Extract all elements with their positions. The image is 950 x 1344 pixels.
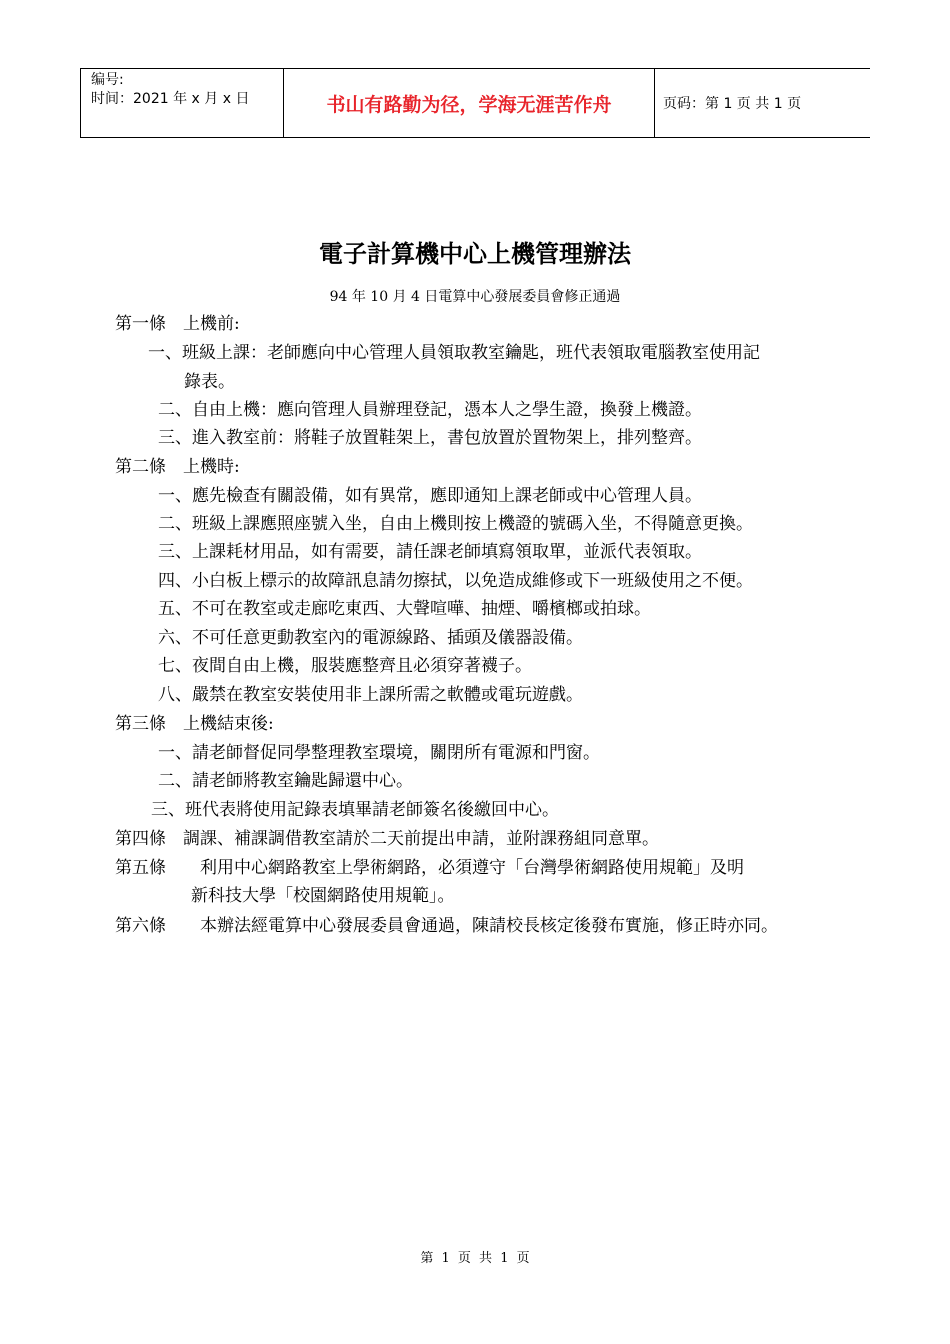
page-footer: 第 1 页 共 1 页 [420, 1251, 530, 1266]
header-table [80, 68, 870, 138]
article-2-item-6: 六、不可任意更動教室內的電源線路、插頭及儀器設備。 [158, 628, 583, 648]
article-2-item-5: 五、不可在教室或走廊吃東西、大聲喧嘩、抽煙、嚼檳榔或拍球。 [158, 599, 651, 619]
header-info-cell [80, 69, 283, 137]
document-subtitle: 94 年 10 月 4 日電算中心發展委員會修正通過 [329, 289, 621, 305]
article-2-heading: 第二條 上機時: [115, 457, 240, 477]
page-info-cell [655, 69, 870, 137]
document-title: 電子計算機中心上機管理辦法 [319, 239, 631, 268]
article-3-item-2: 二、請老師將教室鑰匙歸還中心。 [158, 771, 413, 791]
article-5-cont: 新科技大學「校園網路使用規範」。 [191, 886, 455, 906]
article-2-item-8: 八、嚴禁在教室安裝使用非上課所需之軟體或電玩遊戲。 [158, 685, 583, 705]
article-3-item-1: 一、請老師督促同學整理教室環境，關閉所有電源和門窗。 [158, 743, 600, 763]
article-3-heading: 第三條 上機結束後: [115, 714, 274, 734]
motto-text: 书山有路勤为径，学海无涯苦作舟 [326, 93, 612, 116]
article-1-item-2: 二、自由上機：應向管理人員辦理登記，憑本人之學生證，換發上機證。 [158, 400, 702, 420]
number-label: 编号: [91, 72, 124, 88]
motto-cell [283, 69, 655, 137]
article-6: 第六條 本辦法經電算中心發展委員會通過，陳請校長核定後發布實施，修正時亦同。 [115, 916, 778, 936]
article-3-item-3: 三、班代表將使用記錄表填畢請老師簽名後繳回中心。 [151, 800, 559, 820]
article-1-item-1-cont: 錄表。 [184, 372, 235, 392]
article-5: 第五條 利用中心網路教室上學術網路，必須遵守「台灣學術網路使用規範」及明 [115, 858, 744, 878]
article-2-item-1: 一、應先檢查有關設備，如有異常，應即通知上課老師或中心管理人員。 [158, 486, 702, 506]
article-2-item-2: 二、班級上課應照座號入坐，自由上機則按上機證的號碼入坐，不得隨意更換。 [158, 514, 753, 534]
article-2-item-3: 三、上課耗材用品，如有需要，請任課老師填寫領取單，並派代表領取。 [158, 542, 702, 562]
article-1-item-3: 三、進入教室前：將鞋子放置鞋架上，書包放置於置物架上，排列整齊。 [158, 428, 702, 448]
article-1-item-1: 一、班級上課：老師應向中心管理人員領取教室鑰匙，班代表領取電腦教室使用記 [148, 343, 760, 363]
article-2-item-7: 七、夜間自由上機，服裝應整齊且必須穿著襪子。 [158, 656, 532, 676]
article-4: 第四條 調課、補課調借教室請於二天前提出申請，並附課務組同意單。 [115, 829, 659, 849]
article-2-item-4: 四、小白板上標示的故障訊息請勿擦拭，以免造成維修或下一班級使用之不便。 [158, 571, 753, 591]
article-1-heading: 第一條 上機前: [115, 314, 240, 334]
page-info-text: 页码：第 1 页 共 1 页 [663, 96, 802, 112]
time-label: 时间：2021 年 x 月 x 日 [91, 91, 250, 107]
